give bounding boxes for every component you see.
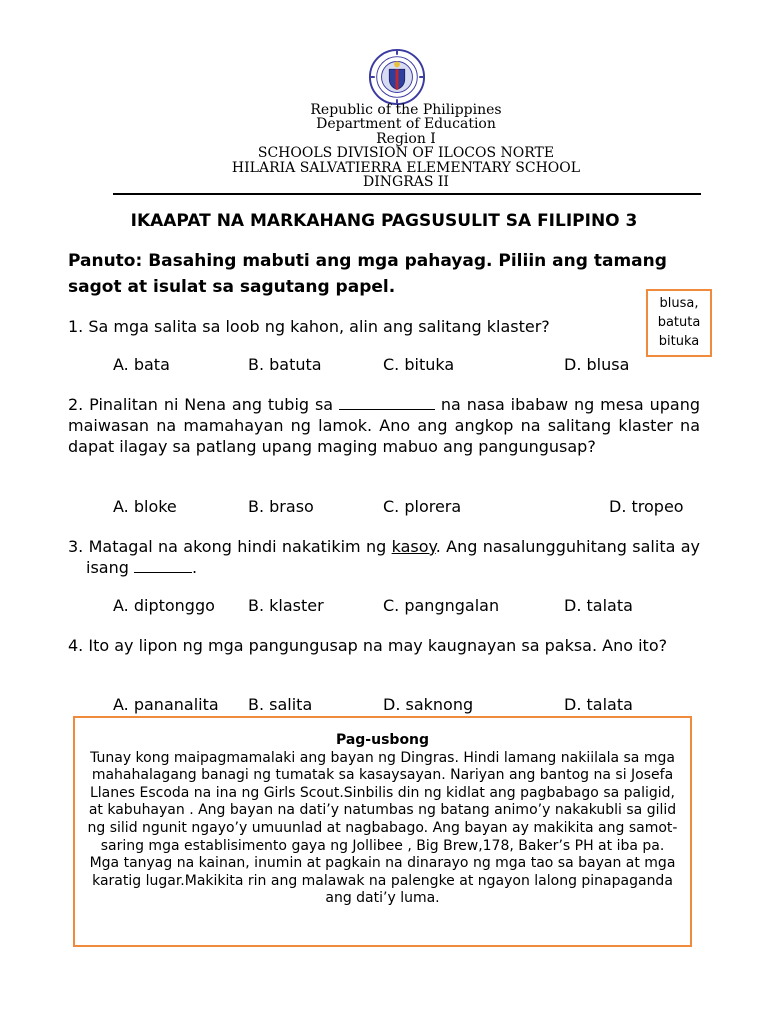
question-2-text-before: 2. Pinalitan ni Nena ang tubig sa	[68, 395, 334, 414]
header-region: Region I	[376, 130, 436, 147]
question-3-option-c[interactable]: C. pangngalan	[383, 596, 500, 615]
deped-seal-icon	[368, 48, 426, 106]
question-1-option-c[interactable]: C. bituka	[383, 355, 455, 374]
instruction-text: Panuto: Basahing mabuti ang mga pahayag. Piliin ang tamang sagot at isulat sa sagutang papel.	[68, 251, 667, 297]
question-3-option-a[interactable]: A. diptonggo	[113, 596, 215, 615]
header-department: Department of Education	[316, 116, 496, 133]
question-4-option-b[interactable]: B. salita	[248, 695, 313, 714]
word-box-word: batuta	[657, 315, 701, 330]
question-3	[68, 536, 700, 578]
question-3-text-after: .	[191, 558, 198, 577]
question-4: 4. Ito ay lipon ng mga pangungusap na may kaugnayan sa paksa. Ano ito?	[68, 636, 668, 655]
answer-blank	[339, 395, 435, 410]
school-header	[110, 103, 702, 189]
header-republic: Republic of the Philippines	[310, 102, 502, 118]
question-4-option-c[interactable]: D. saknong	[383, 695, 474, 714]
question-4-option-a[interactable]: A. pananalita	[113, 695, 219, 714]
passage-title: Pag-usbong	[335, 732, 430, 748]
question-2-option-d[interactable]: D. tropeo	[609, 497, 684, 516]
exam-title: IKAAPAT NA MARKAHANG PAGSUSULIT SA FILIPINO 3	[130, 211, 638, 231]
question-1: 1. Sa mga salita sa loob ng kahon, alin ang salitang klaster?	[68, 317, 550, 336]
question-2	[68, 394, 700, 457]
word-box-word: bituka	[658, 334, 700, 349]
word-box-word: blusa,	[659, 296, 699, 311]
reading-passage-box	[73, 716, 692, 947]
question-2-option-c[interactable]: C. plorera	[383, 497, 462, 516]
header-divider	[113, 193, 701, 195]
question-2-option-b[interactable]: B. braso	[248, 497, 314, 516]
question-2-text-after: na nasa ibabaw ng mesa upang maiwasan na mamahayan ng lamok. Ano ang angkop na salitang klaster na dapat ilagay sa patlang upang maging mabuo ang pangungusap?	[68, 395, 701, 456]
question-4-option-d[interactable]: D. talata	[564, 695, 633, 714]
word-box	[646, 289, 712, 357]
question-2-option-a[interactable]: A. bloke	[113, 497, 177, 516]
question-3-text-middle: . Ang nasalungguhitang salita ay isang	[86, 537, 701, 577]
header-district: DINGRAS II	[363, 174, 449, 191]
answer-blank	[134, 558, 192, 573]
passage-body: Tunay kong maipagmamalaki ang bayan ng Dingras. Hindi lamang nakiilala sa mga mahahalagang banagi ng tumatak sa kasaysayan. Nariyan ang bantog na si Josefa Llanes Escoda na ina ng Girls Scout.Sinbilis din ng kidlat ang pagbabago sa paligid, at kabuhayan . Ang bayan na dati’y natumbas ng batang animo’y nakakubli sa gilid ng silid ngunit ngayo’y umuunlad at nagbabago. Ang bayan ay makikita ang samot-saring mga establisimento gaya ng Jollibee , Big Brew,178, Baker’s PH at iba pa. Mga tanyag na kainan, inumin at pagkain na dinarayo ng mga tao sa bayan at mga karatig lugar.Makikita rin ang malawak na palengke at ngayon lalong pinapaganda ang dati’y luma.	[87, 749, 678, 907]
question-3-text-before: 3. Matagal na akong hindi nakatikim ng	[68, 537, 387, 556]
header-school: HILARIA SALVATIERRA ELEMENTARY SCHOOL	[231, 159, 581, 176]
header-division: SCHOOLS DIVISION OF ILOCOS NORTE	[257, 145, 555, 162]
question-1-option-a[interactable]: A. bata	[113, 355, 170, 374]
question-1-option-b[interactable]: B. batuta	[248, 355, 322, 374]
question-1-option-d[interactable]: D. blusa	[564, 355, 630, 374]
question-3-option-d[interactable]: D. talata	[564, 596, 633, 615]
question-3-option-b[interactable]: B. klaster	[248, 596, 324, 615]
underlined-word: kasoy	[391, 537, 436, 556]
